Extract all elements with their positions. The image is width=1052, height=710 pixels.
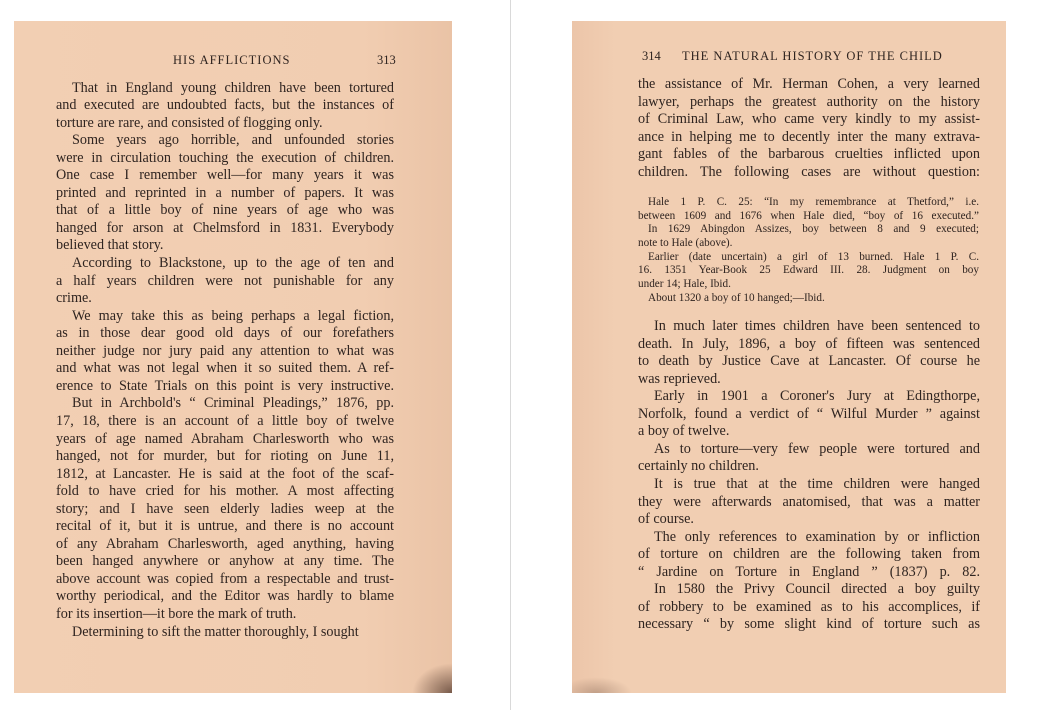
case-entry: between 1609 and 1676 when Hale died, “boy of 16 executed.” [638,209,979,222]
text-line: printed and reprinted in a number of papers. It was [56,184,394,201]
text-line: was reprieved. [638,370,721,387]
case-entry: In 1629 Abingdon Assizes, boy between 8 and 9 executed; [648,223,979,236]
text-line: they were afterwards anatomised, that was a matter [638,493,980,510]
text-line: been hanged anywhere or anyhow at any time. The [56,553,394,570]
text-line: of course. [638,511,694,528]
page-divider [510,0,511,710]
text-line: 17, 18, there is an account of a little boy of twelve [56,412,394,429]
text-line: years of age named Abraham Charlesworth who was [56,430,394,447]
text-line: Early in 1901 a Coroner's Jury at Edingthorpe, [654,388,980,405]
left-page [14,21,452,693]
text-line: believed that story. [56,237,164,254]
text-line: erence to State Trials on this point is very instructive. [56,377,394,394]
running-head: HIS AFFLICTIONS [173,53,291,67]
text-line: children. The following cases are without question: [638,164,980,180]
page-corner-shadow [572,677,632,693]
text-line: of Criminal Law, who came very kindly to my assist- [638,111,980,128]
case-entry: 16. 1351 Year-Book 25 Edward III. 28. Judgment on boy [638,264,979,277]
text-line: and what was not legal when it so suited them. A ref- [56,360,394,377]
text-line: Some years ago horrible, and unfounded stories [72,132,394,149]
text-line: 1812, at Lancaster. He is said at the foot of the scaf- [56,465,394,482]
case-entry: Earlier (date uncertain) a girl of 13 burned. Hale 1 P. C. [648,250,979,263]
text-line: worthy periodical, and the Editor was hardly to blame [56,588,394,605]
text-line: a boy of twelve. [638,423,730,440]
text-line: ance in helping me to decently inter the many extrava- [638,128,980,145]
text-line: crime. [56,290,92,307]
text-line: “ Jardine on Torture in England ” (1837) p. 82. [638,563,980,580]
text-line: Norfolk, found a verdict of “ Wilful Murder ” against [638,405,980,422]
text-line: hanged for arson at Chelmsford in 1831. Everybody [56,219,394,236]
text-line: death. In July, 1896, a boy of fifteen was sentenced [638,335,980,352]
text-line: gant fables of the barbarous cruelties inflicted upon [638,146,980,163]
text-line: It is true that at the time children were hanged [654,475,980,492]
text-line: But in Archbold's “ Criminal Pleadings,” 1876, pp. [72,395,394,412]
page-number: 314 [642,49,661,63]
text-line: were in circulation touching the execution of children. [56,149,394,166]
text-line: the assistance of Mr. Herman Cohen, a very learned [638,76,980,92]
right-page [572,21,1006,693]
text-line: above account was copied from a respectable and trust- [56,570,394,587]
text-line: neither judge nor jury paid any attention to what was [56,342,394,359]
text-line: Determining to sift the matter thoroughly, I sought [72,623,359,640]
text-line: story; and I have seen elderly ladies weep at the [56,500,394,517]
text-line: The only references to examination by or infliction [654,528,980,545]
case-entry: note to Hale (above). [638,236,733,249]
text-line: lawyer, perhaps the greatest authority on the history [638,93,980,110]
text-line: and executed are undoubted facts, but the instances of [56,97,394,114]
page-number: 313 [377,53,396,67]
running-head: THE NATURAL HISTORY OF THE CHILD [682,49,943,63]
text-line: to death by Justice Cave at Lancaster. Of course he [638,353,980,370]
text-line: One case I remember well—for many years it was [56,167,394,184]
page-corner-shadow [412,663,452,693]
text-line: In 1580 the Privy Council directed a boy guilty [654,581,980,598]
text-line: of robbery to be examined as to his accomplices, if [638,598,980,615]
text-line: That in England young children have been tortured [72,79,394,96]
text-line: In much later times children have been sentenced to [654,318,980,334]
text-line: for its insertion—it bore the mark of truth. [56,606,297,622]
text-line: a half years children were not punishable for any [56,272,394,289]
text-line: necessary “ by some slight kind of torture such as [638,616,980,633]
text-line: that of a little boy of nine years of age who was [56,202,394,219]
text-line: recital of it, but it is untrue, and there is no account [56,518,394,535]
text-line: of torture on children are the following taken from [638,546,980,563]
text-line: certainly no children. [638,458,759,475]
case-entry: About 1320 a boy of 10 hanged;—Ibid. [648,291,825,304]
text-line: fold to have cried for his mother. A most affecting [56,483,394,500]
text-line: of any Abraham Charlesworth, aged anything, having [56,535,394,552]
case-entry: Hale 1 P. C. 25: “In my remembrance at Thetford,” i.e. [648,196,979,208]
case-entry: under 14; Hale, Ibid. [638,277,731,290]
text-line: We may take this as being perhaps a legal fiction, [72,307,394,324]
text-line: hanged, not for murder, but for rioting on June 11, [56,448,394,465]
text-line: torture are rare, and consisted of flogging only. [56,114,323,131]
text-line: as in those dear good old days of our forefathers [56,325,394,342]
text-line: As to torture—very few people were tortured and [654,440,980,457]
text-line: According to Blackstone, up to the age of ten and [72,255,394,271]
